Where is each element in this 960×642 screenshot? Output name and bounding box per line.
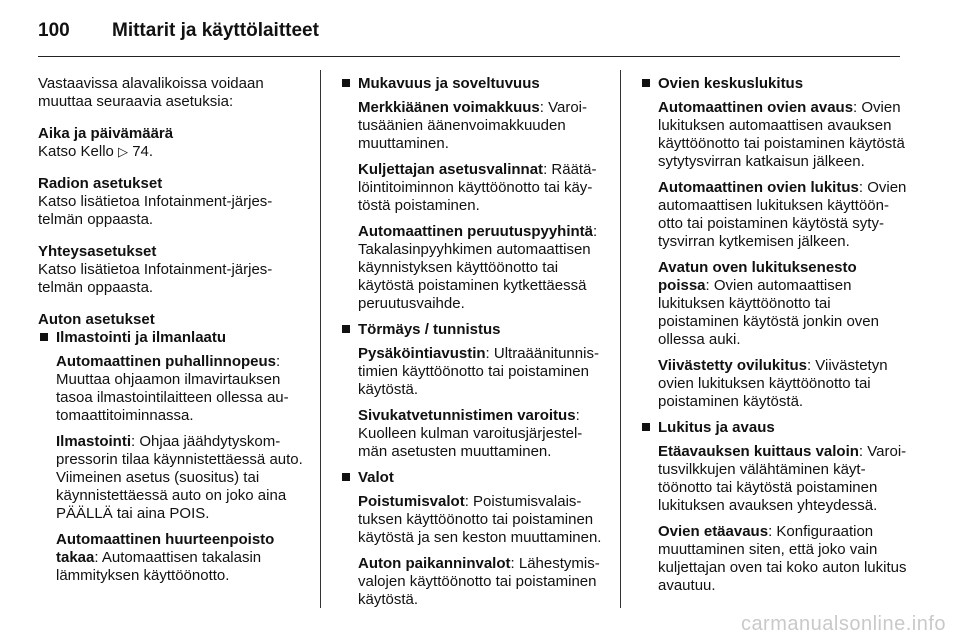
column-2: [340, 75, 606, 617]
bullet-lights: [340, 469, 606, 609]
entry: [658, 443, 908, 515]
entry: [358, 223, 606, 313]
entry: [658, 99, 908, 171]
section-text: [38, 143, 304, 161]
square-bullet-icon: [642, 423, 650, 431]
entry-term: Automaattinen peruutuspyyhintä: [358, 223, 594, 240]
entry-term: Auton paikanninvalot: [358, 555, 511, 572]
section-radio-settings: [38, 175, 304, 229]
entry-term: Automaattinen ovien lukitus: [658, 179, 859, 196]
section-text: Katso lisätietoa Infotainment-järjestelmän oppaasta.: [38, 193, 273, 228]
page-reference: 74.: [128, 143, 154, 160]
section-heading: Aika ja päivämäärä: [38, 125, 174, 142]
section-text: Katso lisätietoa Infotainment-järjestelmän oppaasta.: [38, 261, 273, 296]
bullet-locking-unlocking: [640, 419, 908, 595]
entry-desc: : Räätälöintitoiminnon käyttöönotto tai käytöstä poistaminen.: [358, 161, 597, 214]
square-bullet-icon: [40, 333, 48, 341]
bullet-title: Lukitus ja avaus: [658, 419, 775, 436]
bullet-title: Mukavuus ja soveltuvuus: [358, 75, 540, 92]
entry: [358, 161, 606, 215]
intro-text: Vastaavissa alavalikoissa voidaan muuttaa seuraavia asetuksia:: [38, 75, 264, 110]
bullet-title: Ovien keskuslukitus: [658, 75, 804, 92]
entry: [658, 259, 908, 349]
page-title: Mittarit ja käyttölaitteet: [112, 20, 319, 41]
entry-desc: : Konfiguraation muuttaminen siten, että joko vain kuljettajan oven tai koko auton lukitus avautuu.: [658, 523, 907, 594]
entry-desc: : Ovien automaattisen lukituksen käyttöönotto tai poistaminen käytöstä jonkin oven ollessa auki.: [658, 277, 879, 348]
square-bullet-icon: [342, 79, 350, 87]
square-bullet-icon: [342, 325, 350, 333]
entry-desc: : Ohjaa jäähdytyskompressorin tilaa käynnistettäessä auto. Viimeinen asetus (suositus) tai käynnistettäessä auto on joko aina PÄÄLLÄ tai aina POIS.: [56, 433, 303, 522]
entry-desc: : Lähestymisvalojen käyttöönotto tai poistaminen käytöstä.: [358, 555, 600, 608]
entry-desc: : Automaattisen takalasin lämmityksen käyttöönotto.: [56, 549, 262, 584]
entry: [358, 345, 606, 399]
entry-desc: : Takalasinpyyhkimen automaattisen käynnistyksen käyttöönotto tai käytöstä poistaminen kytkettäessä peruutusvaihde.: [358, 223, 598, 312]
square-bullet-icon: [342, 473, 350, 481]
entry: [358, 407, 606, 461]
section-heading: Yhteysasetukset: [38, 243, 157, 260]
reference-arrow-icon: ▷: [118, 144, 129, 159]
entry: [658, 357, 908, 411]
entry-term: Automaattinen ovien avaus: [658, 99, 854, 116]
entry: [358, 555, 606, 609]
entry-desc: : Poistumisvalaistuksen käyttöönotto tai poistaminen käytöstä ja sen keston muuttaminen.: [358, 493, 602, 546]
entry-desc: : Kuolleen kulman varoitusjärjestelmän asetusten muuttaminen.: [358, 407, 583, 460]
entry-desc: : Ovien automaattisen lukituksen käyttöönotto tai poistaminen käytöstä sytytysvirran kytkemisen jälkeen.: [658, 179, 907, 250]
bullet-climate: [38, 329, 304, 585]
bullet-collision: [340, 321, 606, 461]
bullet-title: Valot: [358, 469, 394, 486]
entry-term: Automaattinen huurteenpoisto takaa: [56, 531, 275, 566]
watermark: carmanualsonline.info: [740, 613, 946, 635]
entry-desc: : Viivästetyn ovien lukituksen käyttöönotto tai poistaminen käytöstä.: [658, 357, 888, 410]
entry-desc: : Varoitusäänien äänenvoimakkuuden muuttaminen.: [358, 99, 588, 152]
bullet-central-locking: [640, 75, 908, 411]
entry-desc: : Muuttaa ohjaamon ilmavirtauksen tasoa ilmastointilaitteen ollessa automaattitoiminnassa.: [56, 353, 289, 424]
header-rule: [38, 56, 900, 57]
bullet-title: Ilmastointi ja ilmanlaatu: [56, 329, 227, 346]
bullet-title: Törmäys / tunnistus: [358, 321, 501, 338]
entry: [56, 353, 304, 425]
entry-term: Avatun oven lukituksenesto poissa: [658, 259, 857, 294]
entry-term: Ovien etäavaus: [658, 523, 769, 540]
entry-term: Pysäköintiavustin: [358, 345, 486, 362]
entry-term: Ilmastointi: [56, 433, 132, 450]
column-3: [640, 75, 908, 603]
entry-desc: : Varoitusvilkkujen välähtäminen käyttöönotto tai käytöstä poistaminen lukituksen avauksen yhteydessä.: [658, 443, 907, 514]
section-text-part: Katso Kello: [38, 143, 119, 160]
column-1: [38, 75, 304, 593]
section-connection-settings: [38, 243, 304, 297]
entry-term: Sivukatvetunnistimen varoitus: [358, 407, 576, 424]
entry: [56, 531, 304, 585]
entry: [658, 179, 908, 251]
entry-term: Etäavauksen kuittaus valoin: [658, 443, 859, 460]
entry-term: Kuljettajan asetusvalinnat: [358, 161, 544, 178]
entry-term: Poistumisvalot: [358, 493, 465, 510]
section-heading: Radion asetukset: [38, 175, 163, 192]
column-divider-1: [320, 70, 321, 608]
bullet-comfort: [340, 75, 606, 313]
section-time-date: [38, 125, 304, 161]
entry: [358, 493, 606, 547]
entry-desc: : Ovien lukituksen automaattisen avauksen käyttöönotto tai poistaminen käytöstä sytytysvirran katkaisun jälkeen.: [658, 99, 905, 170]
entry-desc: : Ultraäänitunnistimien käyttöönotto tai poistaminen käytöstä.: [358, 345, 599, 398]
entry: [358, 99, 606, 153]
entry: [56, 433, 304, 523]
square-bullet-icon: [642, 79, 650, 87]
entry: [658, 523, 908, 595]
column-divider-2: [620, 70, 621, 608]
entry-term: Viivästetty ovilukitus: [658, 357, 807, 374]
entry-term: Automaattinen puhallinnopeus: [56, 353, 276, 370]
page-header: [38, 20, 319, 50]
entry-term: Merkkiäänen voimakkuus: [358, 99, 540, 116]
section-heading-vehicle-settings: Auton asetukset: [38, 311, 155, 328]
page-number: 100: [38, 20, 70, 41]
